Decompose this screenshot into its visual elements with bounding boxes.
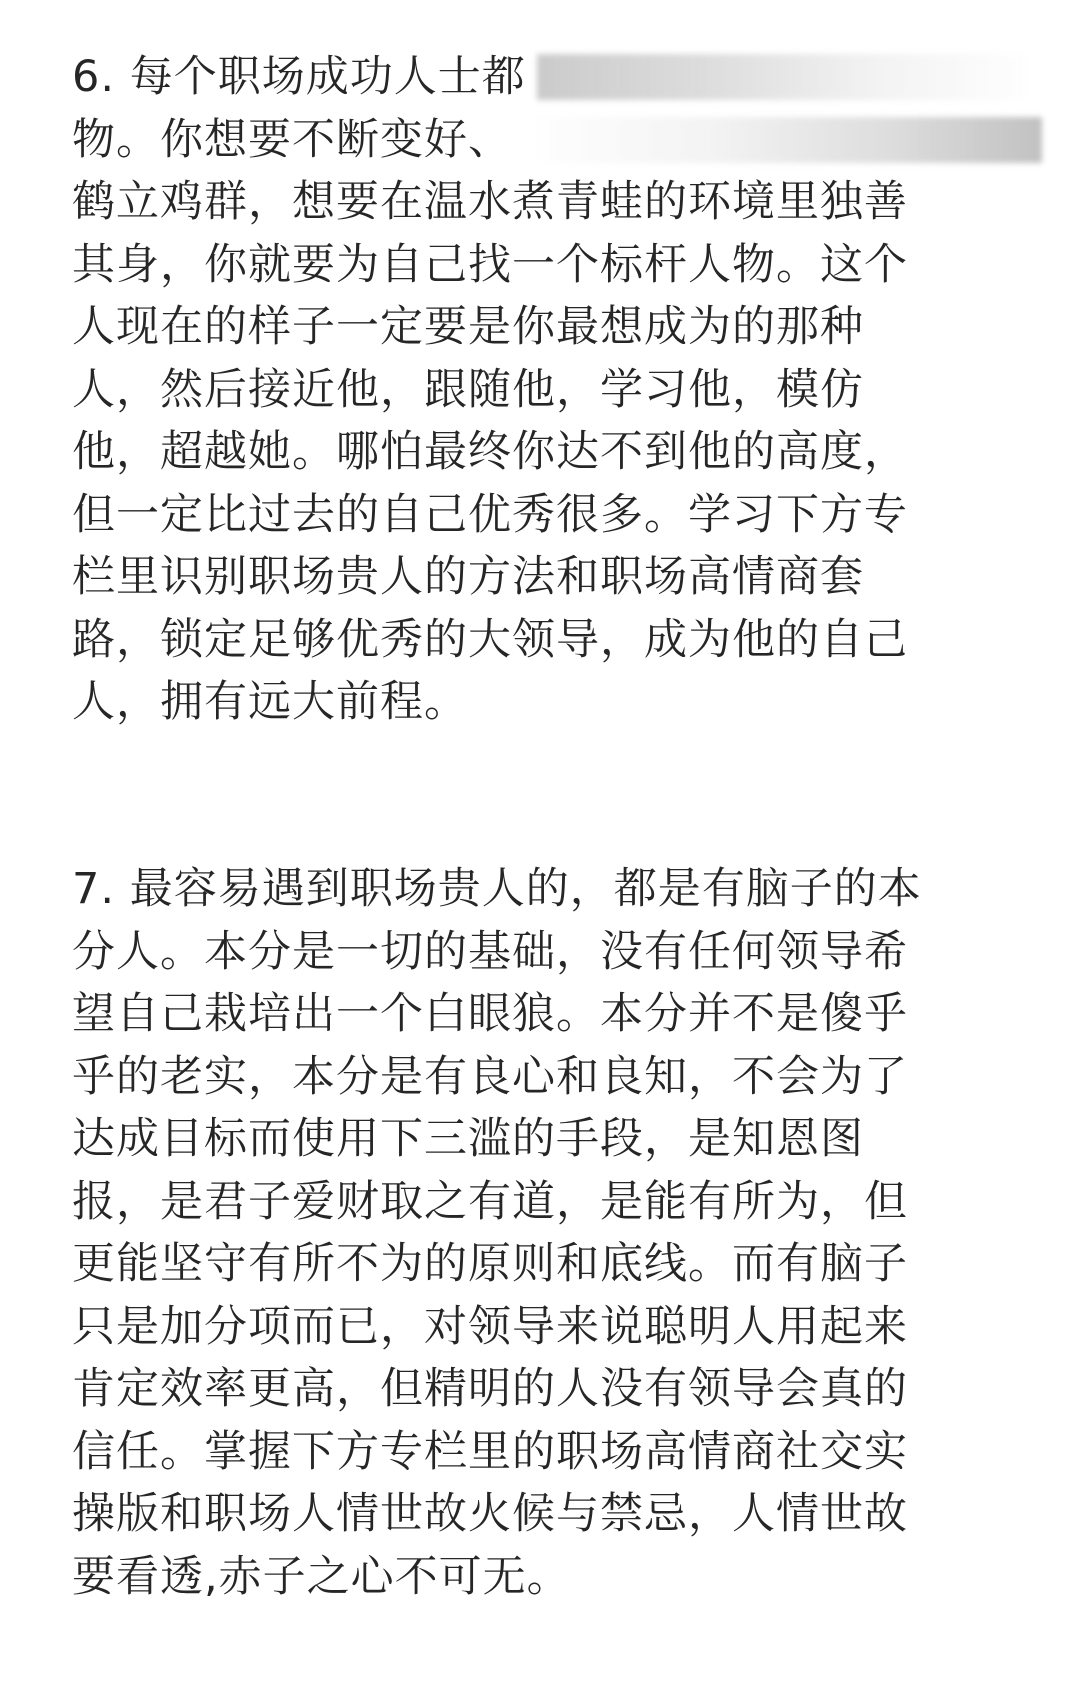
text-line: 人，拥有远大前程。 xyxy=(72,677,468,727)
redaction-blur xyxy=(537,117,1042,163)
text-line: 只是加分项而已，对领导来说聪明人用起来 xyxy=(72,1301,908,1352)
text-line: 路，锁定足够优秀的大领导，成为他的自己 xyxy=(72,614,908,665)
text-line: 鹤立鸡群，想要在温水煮青蛙的环境里独善 xyxy=(72,177,908,227)
text-line: 望自己栽培出一个白眼狼。本分并不是傻乎 xyxy=(72,989,908,1039)
text-line: 乎的老实，本分是有良心和良知，不会为了 xyxy=(72,1051,908,1102)
text-line: 信任。掌握下方专栏里的职场高情商社交实 xyxy=(72,1426,908,1477)
text-line: 但一定比过去的自己优秀很多。学习下方专 xyxy=(72,489,908,540)
text-line: 肯定效率更高，但精明的人没有领导会真的 xyxy=(72,1364,908,1414)
paragraph-6 xyxy=(72,46,992,734)
text-line: 他，超越她。哪怕最终你达不到他的高度， xyxy=(72,427,908,477)
text-line: 更能坚守有所不为的原则和底线。而有脑子 xyxy=(72,1239,908,1289)
text-line: 人现在的样子一定要是你最想成为的那种 xyxy=(72,302,864,352)
text-line: 达成目标而使用下三滥的手段，是知恩图 xyxy=(72,1114,864,1164)
text-line: 7. 最容易遇到职场贵人的，都是有脑子的本 xyxy=(72,864,922,914)
text-line: 人，然后接近他，跟随他，学习他，模仿 xyxy=(72,364,864,415)
text-line: 栏里识别职场贵人的方法和职场高情商套 xyxy=(72,552,864,602)
text-line: 6. 每个职场成功人士都 xyxy=(72,46,992,109)
text-line: 物。你想要不断变好、 xyxy=(72,109,992,172)
text-line: 报，是君子爱财取之有道，是能有所为，但 xyxy=(72,1176,908,1227)
redaction-blur xyxy=(537,54,1027,100)
text-line: 其身，你就要为自己找一个标杆人物。这个 xyxy=(72,239,908,290)
text-line: 分人。本分是一切的基础，没有任何领导希 xyxy=(72,926,908,977)
text-line: 要看透,赤子之心不可无。 xyxy=(72,1551,571,1602)
paragraph-7 xyxy=(72,858,992,1608)
text-line: 操版和职场人情世故火候与禁忌，人情世故 xyxy=(72,1489,908,1539)
